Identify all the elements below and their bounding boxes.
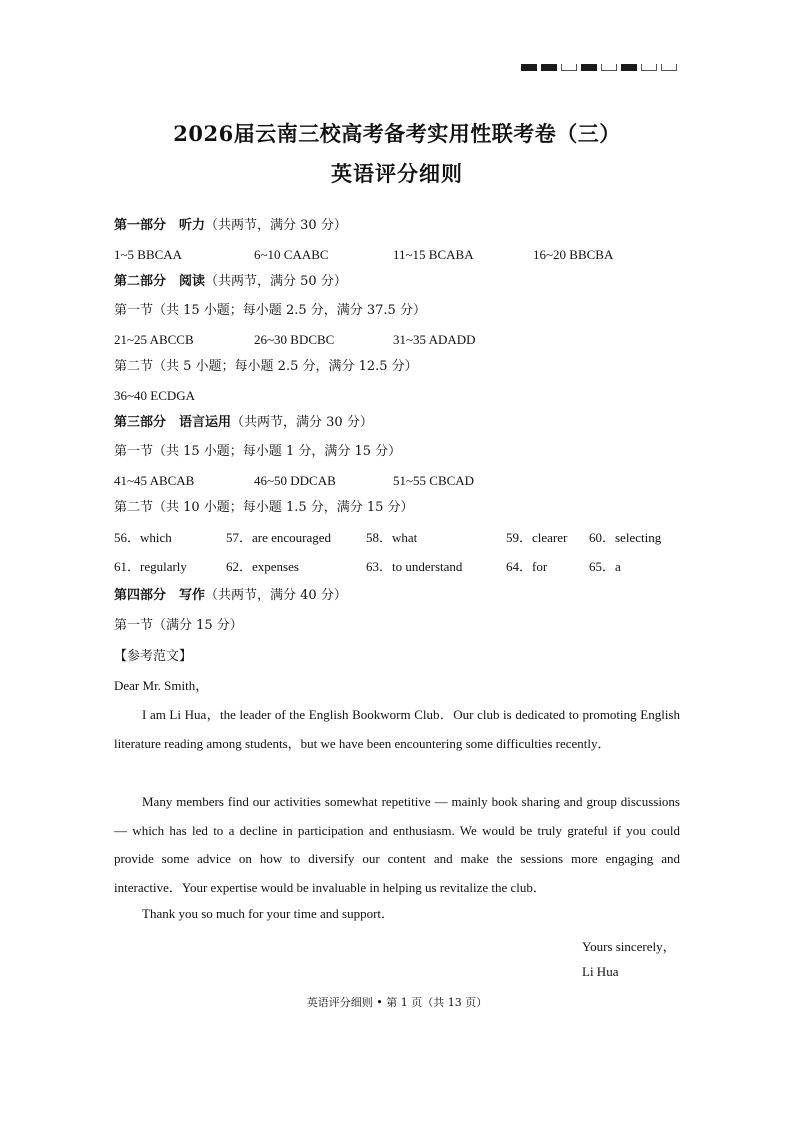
exam-subtitle: 英语评分细则 [331,161,463,186]
answer-group: 21~25 ABCCB [114,332,194,347]
header-mark [561,64,577,71]
answer-group: 1~5 BBCAA [114,247,183,262]
reference-label: 【参考范文】 [114,649,193,664]
part4-section1: 第一节（满分 15 分） [114,618,243,633]
part4-note: （共两节，满分 40 分） [205,588,347,603]
answer-group: 41~45 ABCAB [114,473,195,488]
header-mark [621,64,637,71]
letter-paragraph: Thank you so much for your time and support． [142,906,395,921]
part3-section1: 第一节（共 15 小题；每小题 1 分，满分 15 分） [114,444,402,459]
answer-item: 61．regularly [114,559,187,574]
answer-item: 64．for [506,559,548,574]
part2-note: （共两节，满分 50 分） [205,274,347,289]
answer-item: 59．clearer [506,530,568,545]
part2-section2: 第二节（共 5 小题；每小题 2.5 分，满分 12.5 分） [114,359,418,374]
part2-heading-line [114,274,347,290]
letter-closing: Yours sincerely， [582,939,676,954]
header-mark [601,64,617,71]
part1-heading: 第一部分 听力 [114,218,206,233]
header-mark [661,64,677,71]
part3-note: （共两节，满分 30 分） [231,415,373,430]
page-footer: 英语评分细则 • 第 1 页（共 13 页） [306,996,488,1009]
part2-heading: 第二部分 阅读 [114,274,206,289]
answer-item: 63．to understand [366,559,463,574]
exam-title: 2026届云南三校高考备考实用性联考卷（三） [173,121,621,146]
answer-item: 62．expenses [226,559,299,574]
part2-section1: 第一节（共 15 小题；每小题 2.5 分，满分 37.5 分） [114,303,426,318]
letter-signature: Li Hua [582,964,619,979]
answer-item: 60．selecting [589,530,662,545]
part3-section2: 第二节（共 10 小题；每小题 1.5 分，满分 15 分） [114,500,414,515]
answer-group: 11~15 BCABA [393,247,474,262]
answer-group: 31~35 ADADD [393,332,476,347]
header-mark [541,64,557,71]
letter-paragraph: Many members find our activities somewhat repetitive — mainly book sharing and group discussions — which has led to a decline in participation and enthusiasm. We would be truly grateful if you could provide some advice on how to diversify our content and make the sessions more engaging and interactive．Your expertise would be invaluable in helping us revitalize the club． [114,794,680,895]
letter-salutation: Dear Mr. Smith， [114,678,209,693]
header-mark [581,64,597,71]
answer-group: 51~55 CBCAD [393,473,475,488]
header-mark [641,64,657,71]
answer-item: 57．are encouraged [226,530,332,545]
part4-heading: 第四部分 写作 [114,588,206,603]
answer-item: 58．what [366,530,418,545]
part3-heading: 第三部分 语言运用 [114,415,232,430]
answer-group: 26~30 BDCBC [254,332,335,347]
part3-heading-line [114,415,373,431]
answer-item: 56．which [114,530,172,545]
part1-note: （共两节，满分 30 分） [205,218,347,233]
part1-heading-line [114,218,347,234]
answer-group: 6~10 CAABC [254,247,329,262]
answer-group: 46~50 DDCAB [254,473,336,488]
answer-group: 36~40 ECDGA [114,388,196,403]
letter-paragraph: I am Li Hua，the leader of the English Bookworm Club．Our club is dedicated to promoting English literature reading among students，but we have been encountering some difficulties recently． [114,707,680,751]
header-mark [521,64,537,71]
part4-heading-line [114,588,347,604]
answer-group: 16~20 BBCBA [533,247,614,262]
answer-item: 65．a [589,559,621,574]
header-marks [521,64,677,73]
